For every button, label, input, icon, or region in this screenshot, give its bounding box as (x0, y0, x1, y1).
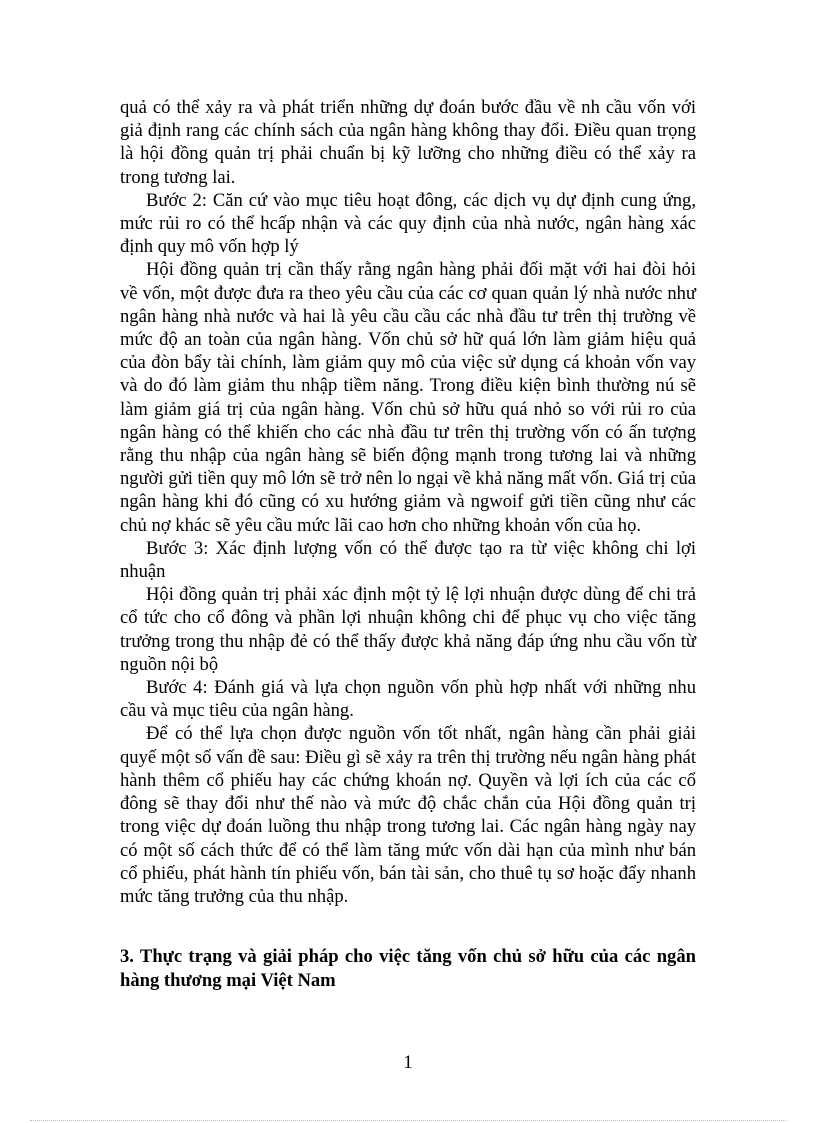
paragraph-step-2: Bước 2: Căn cứ vào mục tiêu hoạt đông, các dịch vụ dự định cung ứng, mức rủi ro có thể hcấp nhận và các quy định của nhà nước, ngân hàng xác định quy mô vốn hợp lý (120, 189, 696, 258)
paragraph-continuation: quả có thể xảy ra và phát triển những dự đoán bước đầu về nh cầu vốn với giả định rang các chính sách của ngân hàng không thay đổi. Điều quan trọng là hội đồng quản trị phải chuẩn bị kỹ lưỡng cho những điều có thể xảy ra trong tương lai. (120, 97, 696, 188)
page-number: 1 (403, 1052, 413, 1073)
paragraph-retained-earnings: Hội đồng quản trị phải xác định một tỷ lệ lợi nhuận được dùng để chi trả cổ tức cho cổ đông và phần lợi nhuận không chi để phục vụ cho việc tăng trưởng trong thu nhập đẻ có thể thấy được khả năng đáp ứng nhu cầu vốn từ nguồn nội bộ (120, 584, 696, 675)
body-text (120, 96, 696, 908)
paragraph-step-3: Bước 3: Xác định lượng vốn có thể được tạo ra từ việc không chi lợi nhuận (120, 537, 696, 583)
section-heading: 3. Thực trạng và giải pháp cho việc tăng vốn chủ sở hữu của các ngân hàng thương mại Việt Nam (120, 946, 696, 991)
footer-divider (30, 1120, 786, 1121)
paragraph-capital-demands: Hội đồng quản trị cần thấy rằng ngân hàng phải đối mặt với hai đòi hỏi về vốn, một được đưa ra theo yêu cầu của các cơ quan quản lý nhà nước như ngân hàng nhà nước và hai là yêu cầu cầu các nhà đầu tư trên thị trường về mức độ an toàn của ngân hàng. Vốn chủ sở hữ quá lớn làm giảm hiệu quả của đòn bẩy tài chính, làm giảm quy mô của việc sử dụng cá khoản vốn vay và do đó làm giảm thu nhập tiềm năng. Trong điều kiện bình thường nú sẽ làm giảm giá trị của ngân hàng. Vốn chủ sở hữu quá nhỏ so với rủi ro của ngân hàng có thể khiến cho các nhà đầu tư trên thị trường vốn có ấn tượng rằng thu nhập của ngân hàng sẽ biến động mạnh trong tương lai và những người gửi tiền quy mô lớn sẽ trở nên lo ngại về khả năng mất vốn. Giá trị của ngân hàng khi đó cũng có xu hướng giảm và ngwoif gửi tiền cũng như các chủ nợ khác sẽ yêu cầu mức lãi cao hơn cho những khoản vốn của họ. (120, 259, 696, 536)
paragraph-capital-sources: Để có thể lựa chọn được nguồn vốn tốt nhất, ngân hàng cần phải giải quyế một số vấn đề sau: Điều gì sẽ xảy ra trên thị trường nếu ngân hàng phát hành thêm cổ phiếu hay các chứng khoán nợ. Quyền và lợi ích của các cổ đông sẽ thay đổi như thế nào và mức độ chắc chắn của Hội đồng quản trị trong việc dự đoán luồng thu nhập trong tương lai. Các ngân hàng ngày nay có một số cách thức để có thể làm tăng mức vốn dài hạn của mình như bán cổ phiếu, phát hành tín phiếu vốn, bán tài sản, cho thuê tụ sơ hoặc đẩy nhanh mức tăng trưởng của thu nhập. (120, 723, 696, 907)
paragraph-step-4: Bước 4: Đánh giá và lựa chọn nguồn vốn phù hợp nhất với những nhu cầu và mục tiêu của ngân hàng. (120, 677, 696, 722)
